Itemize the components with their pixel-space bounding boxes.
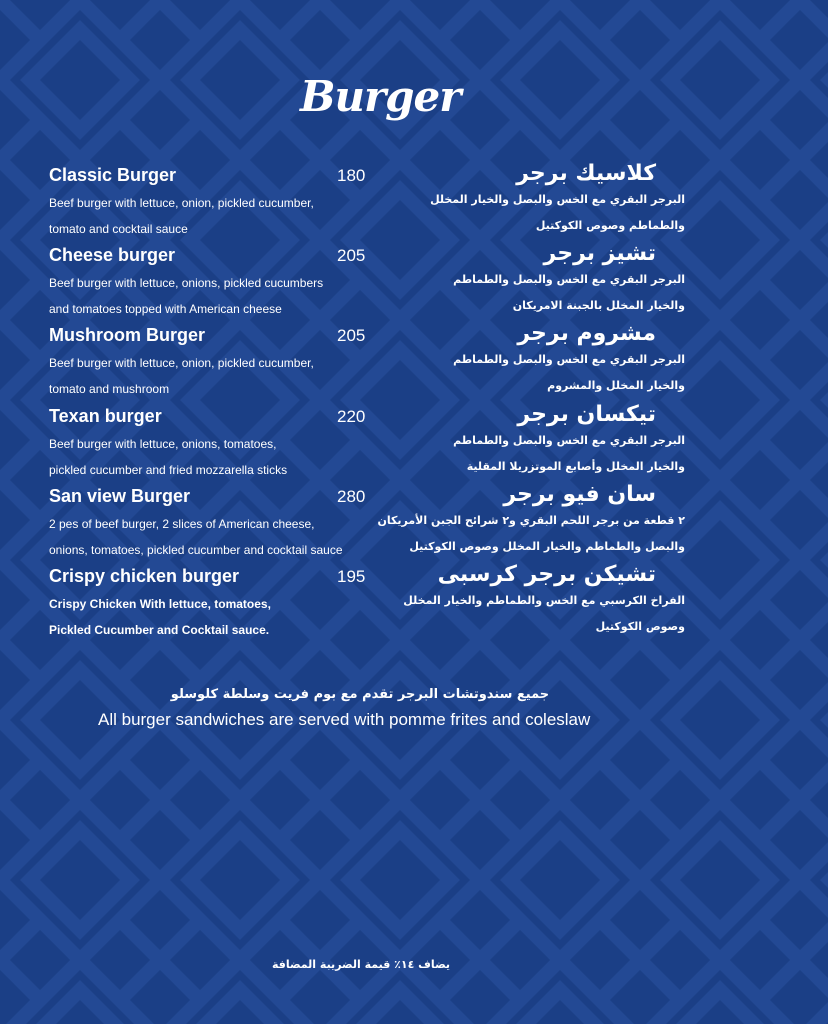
item-name-ar: مشروم برجر bbox=[517, 321, 656, 346]
item-desc-en-line1: Beef burger with lettuce, onions, pickled cucumbers bbox=[49, 276, 324, 290]
item-desc-en-line2: tomato and mushroom bbox=[49, 382, 170, 396]
item-desc-ar-line1: ٢ قطعة من برجر اللحم البقري و٢ شرائح الجبن الأمريكان bbox=[377, 514, 685, 527]
item-price: 205 bbox=[337, 326, 366, 345]
item-name-en: Crispy chicken burger bbox=[49, 566, 240, 586]
menu-item-texan-burger bbox=[0, 402, 828, 486]
item-name-ar: سان فيو برجر bbox=[503, 482, 656, 507]
menu-item-classic-burger bbox=[0, 161, 828, 245]
item-price: 280 bbox=[337, 487, 366, 506]
item-name-en: Classic Burger bbox=[49, 165, 177, 185]
item-desc-ar-line1: الفراخ الكرسبي مع الخس والطماطم والخيار المخلل bbox=[403, 594, 685, 607]
item-name-ar: تشيز برجر bbox=[543, 241, 656, 266]
item-desc-en-line2: and tomatoes topped with American cheese bbox=[49, 302, 282, 316]
menu-title: Burger bbox=[300, 72, 461, 121]
item-desc-en-line1: Beef burger with lettuce, onions, tomatoes, bbox=[49, 437, 277, 451]
item-desc-ar-line2: وصوص الكوكتيل bbox=[595, 620, 685, 633]
item-desc-ar-line2: والبصل والطماطم والخيار المخلل وصوص الكوكتيل bbox=[409, 540, 685, 553]
menu-item-crispy-chicken-burger bbox=[0, 562, 828, 646]
item-desc-en-line1: 2 pes of beef burger, 2 slices of American cheese, bbox=[49, 517, 315, 531]
item-desc-ar-line1: البرجر البقري مع الخس والبصل والطماطم bbox=[453, 353, 685, 366]
item-name-ar: تشيكن برجر كرسبى bbox=[437, 562, 656, 587]
item-desc-en-line1: Crispy Chicken With lettuce, tomatoes, bbox=[49, 597, 271, 611]
item-desc-en-line1: Beef burger with lettuce, onion, pickled cucumber, bbox=[49, 196, 314, 210]
sides-note-en: All burger sandwiches are served with pomme frites and coleslaw bbox=[98, 710, 591, 729]
item-desc-ar-line2: والطماطم وصوص الكوكتيل bbox=[535, 219, 685, 232]
item-name-en: Cheese burger bbox=[49, 245, 176, 265]
sides-note-ar: جميع سندوتشات البرجر تقدم مع بوم فريت وسلطة كلوسلو bbox=[170, 687, 550, 702]
item-price: 195 bbox=[337, 567, 366, 586]
item-desc-ar-line1: البرجر البقري مع الخس والبصل والطماطم bbox=[453, 273, 685, 286]
item-desc-en-line2: Pickled Cucumber and Cocktail sauce. bbox=[49, 623, 270, 637]
item-name-en: Texan burger bbox=[49, 406, 162, 426]
item-price: 180 bbox=[337, 166, 366, 185]
menu-item-mushroom-burger bbox=[0, 321, 828, 405]
menu-item-san-view-burger bbox=[0, 482, 828, 566]
tax-note: يضاف ١٤٪ قيمة الضريبة المضافة bbox=[271, 958, 451, 971]
item-name-ar: تيكسان برجر bbox=[517, 402, 656, 427]
item-desc-ar-line2: والخيار المخلل بالجبنة الامريكان bbox=[512, 299, 685, 312]
item-name-en: Mushroom Burger bbox=[49, 325, 206, 345]
item-desc-en-line2: tomato and cocktail sauce bbox=[49, 222, 188, 236]
item-desc-ar-line2: والخيار المخلل وأصابع الموتزريلا المقلية bbox=[466, 460, 685, 473]
item-desc-en-line2: pickled cucumber and fried mozzarella sticks bbox=[49, 463, 288, 477]
item-price: 205 bbox=[337, 246, 366, 265]
menu-item-cheese-burger bbox=[0, 241, 828, 325]
item-desc-ar-line2: والخيار المخلل والمشروم bbox=[547, 379, 685, 392]
item-price: 220 bbox=[337, 407, 366, 426]
item-desc-ar-line1: البرجر البقري مع الخس والبصل والخيار المخلل bbox=[430, 193, 685, 206]
item-desc-en-line1: Beef burger with lettuce, onion, pickled cucumber, bbox=[49, 356, 314, 370]
item-desc-en-line2: onions, tomatoes, pickled cucumber and cocktail sauce bbox=[49, 543, 343, 557]
item-name-ar: كلاسيك برجر bbox=[516, 161, 656, 186]
item-name-en: San view Burger bbox=[49, 486, 191, 506]
item-desc-ar-line1: البرجر البقري مع الخس والبصل والطماطم bbox=[453, 434, 685, 447]
